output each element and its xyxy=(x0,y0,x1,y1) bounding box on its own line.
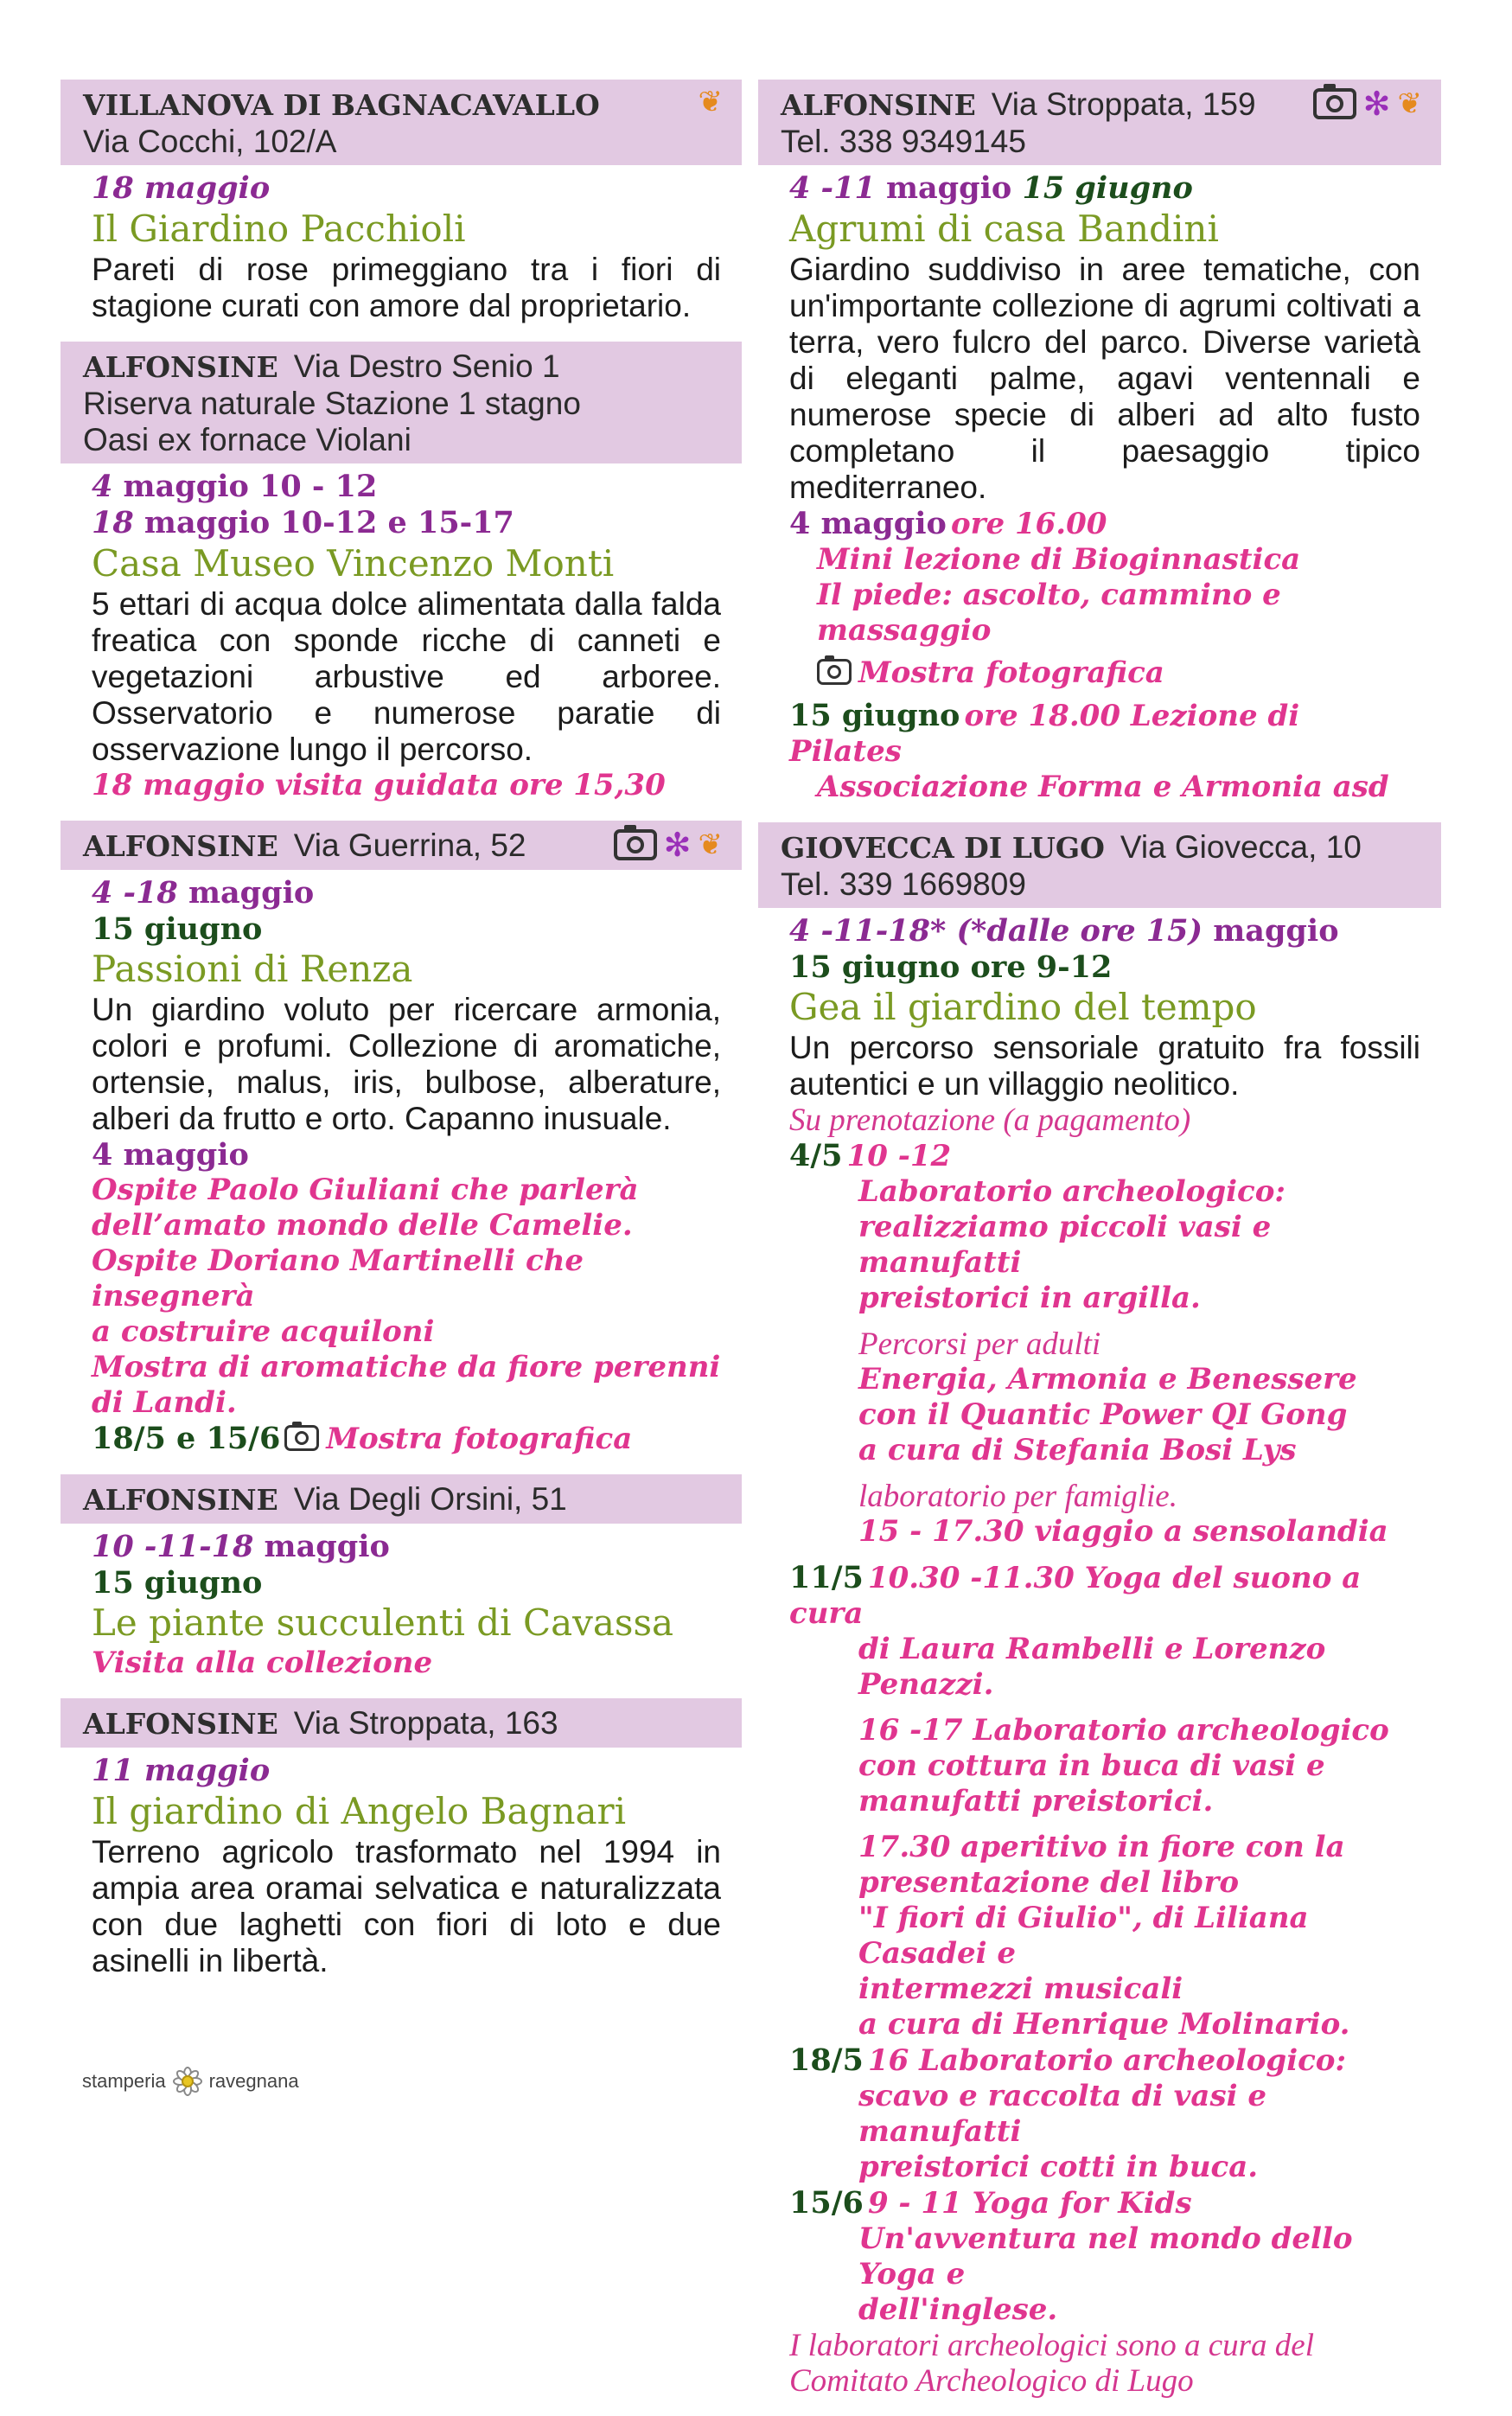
venue-entry xyxy=(61,165,742,342)
venue-town: ALFONSINE xyxy=(83,1483,278,1517)
event-note: scavo e raccolta di vasi e manufatti xyxy=(858,2079,1266,2149)
event-time: 10 -12 xyxy=(846,1139,952,1173)
garden-description: Giardino suddiviso in aree tematiche, con un'importante collezione di agrumi coltivati a terra, vero fulcro del parco. Diverse varietà di eleganti palme, agavi ventennali e numerose specie di alberi ad alto fusto completano il paesaggio tipico mediterraneo. xyxy=(789,252,1420,505)
event-note: preistorici cotti in buca. xyxy=(858,2150,1259,2184)
venue-address-line: Riserva naturale Stazione 1 stagno xyxy=(83,386,581,421)
event-note: 15 - 17.30 viaggio a sensolandia xyxy=(858,1514,1388,1549)
venue-header xyxy=(61,821,742,870)
event-note: Un'avventura nel mondo dello Yoga e xyxy=(858,2221,1353,2291)
garden-description: Terreno agricolo trasformato nel 1994 in ampia area oramai selvatica e naturalizzata con due laghetti con fiori di loto e due asinelli in libertà. xyxy=(92,1834,721,1978)
event-date: 18 maggio xyxy=(92,170,271,206)
camera-icon xyxy=(817,659,852,685)
event-date: 4/5 xyxy=(789,1138,843,1173)
garden-description: Un percorso sensoriale gratuito fra fossili autentici e un villaggio neolitico. xyxy=(789,1030,1420,1102)
printer-name-right: ravegnana xyxy=(208,2070,299,2092)
booking-note: Su prenotazione (a pagamento) xyxy=(789,1103,1191,1138)
leaf-icon: ❦ xyxy=(1397,86,1422,121)
printer-credit xyxy=(82,2065,299,2098)
venue-header xyxy=(61,1698,742,1748)
event-note: 18 maggio visita guidata ore 15,30 xyxy=(92,768,666,802)
event-note: Ospite Paolo Giuliani che parlerà xyxy=(92,1173,639,1207)
leaf-icon: ❦ xyxy=(698,828,723,862)
event-date: 4 maggio xyxy=(92,1137,249,1173)
event-note: Mostra di aromatiche da fiore perenni xyxy=(92,1350,721,1384)
venue-town: GIOVECCA DI LUGO xyxy=(781,831,1105,865)
event-note: con cottura in buca di vasi e xyxy=(858,1748,1325,1783)
venue-address: Via Destro Senio 1 xyxy=(293,348,560,384)
event-date-june: 15 giugno xyxy=(1022,170,1193,206)
camera-icon xyxy=(1313,88,1356,119)
garden-title: Passioni di Renza xyxy=(92,948,413,990)
right-column xyxy=(758,80,1441,2416)
event-date-text: maggio xyxy=(264,1529,390,1564)
event-note: Mostra fotografica xyxy=(326,1422,633,1456)
event-note: dell'inglese. xyxy=(858,2292,1058,2327)
event-note: Visita alla collezione xyxy=(92,1646,433,1680)
event-date: 15/6 xyxy=(789,2185,864,2221)
daisy-logo-icon xyxy=(171,2065,204,2098)
camera-icon xyxy=(284,1425,319,1451)
event-note: 9 - 11 Yoga for Kids xyxy=(867,2186,1192,2221)
footnote: I laboratori archeologici sono a cura del xyxy=(789,2328,1315,2363)
event-date-text: maggio xyxy=(1213,913,1339,949)
event-note: Associazione Forma e Armonia asd xyxy=(817,770,1389,804)
garden-description: Pareti di rose primeggiano tra i fiori di stagione curati con amore dal proprietario. xyxy=(92,252,721,323)
venue-address: Via Guerrina, 52 xyxy=(293,828,526,863)
event-note: preistorici in argilla. xyxy=(858,1281,1201,1315)
event-note: Energia, Armonia e Benessere xyxy=(858,1362,1357,1397)
venue-header xyxy=(758,80,1441,165)
event-note: 17.30 aperitivo in fiore con la xyxy=(858,1830,1345,1864)
event-date: 11/5 xyxy=(789,1560,864,1595)
venue-town: VILLANOVA DI BAGNACAVALLO xyxy=(83,88,600,122)
event-note: presentazione del libro xyxy=(858,1865,1239,1900)
venue-address: Via Cocchi, 102/A xyxy=(83,124,337,159)
camera-icon xyxy=(614,829,657,860)
event-time: ore 16.00 xyxy=(950,507,1107,541)
event-date: 18/5 xyxy=(789,2042,864,2078)
event-date-text: maggio 10 - 12 xyxy=(123,469,378,504)
venue-town: ALFONSINE xyxy=(83,829,278,863)
venue-header xyxy=(61,1474,742,1524)
event-date: 15 giugno xyxy=(789,698,960,733)
venue-icons xyxy=(1313,85,1422,123)
event-note: 16 -17 Laboratorio archeologico xyxy=(858,1713,1389,1748)
event-note: 16 Laboratorio archeologico: xyxy=(867,2043,1347,2078)
venue-phone: Tel. 338 9349145 xyxy=(781,124,1026,159)
event-note: di Laura Rambelli e Lorenzo Penazzi. xyxy=(858,1632,1326,1702)
garden-title: Il Giardino Pacchioli xyxy=(92,208,466,250)
event-note: realizziamo piccoli vasi e manufatti xyxy=(858,1210,1272,1280)
venue-icons xyxy=(614,826,723,864)
venue-entry xyxy=(61,463,742,821)
event-note: a cura di Henrique Molinario. xyxy=(858,2007,1350,2042)
venue-entry xyxy=(758,165,1441,822)
venue-entry xyxy=(61,1524,742,1698)
event-note: intermezzi musicali xyxy=(858,1972,1183,2006)
garden-title: Gea il giardino del tempo xyxy=(789,986,1257,1028)
event-date-june: 15 giugno ore 9-12 xyxy=(789,949,1113,985)
event-date-june: 15 giugno xyxy=(92,911,263,947)
garden-title: Il giardino di Angelo Bagnari xyxy=(92,1790,627,1832)
garden-description: 5 ettari di acqua dolce alimentata dalla falda freatica con sponde ricche di canneti e vegetazioni arbustive ed arboree. Osservatorio e numerose paratie di osservazione lungo il percorso. xyxy=(92,586,721,767)
event-date: 18/5 e 15/6 xyxy=(92,1421,281,1456)
left-column xyxy=(61,80,742,1997)
venue-address: Via Degli Orsini, 51 xyxy=(293,1481,567,1517)
event-note: manufatti preistorici. xyxy=(858,1784,1214,1818)
event-date-day: 18 xyxy=(92,505,134,540)
event-note: a costruire acquiloni xyxy=(92,1314,435,1349)
event-note: a cura di Stefania Bosi Lys xyxy=(858,1433,1297,1467)
garden-description: Un giardino voluto per ricercare armonia, colori e profumi. Collezione di aromatiche, ortensie, malus, iris, bulbose, alberature, alberi da frutto e orto. Capanno inusuale. xyxy=(92,992,721,1136)
event-note: Laboratorio archeologico: xyxy=(858,1174,1286,1209)
venue-town: ALFONSINE xyxy=(781,88,976,122)
venue-phone: Tel. 339 1669809 xyxy=(781,866,1026,902)
event-date-day: 4 xyxy=(92,469,113,504)
event-note: Ospite Doriano Martinelli che insegnerà xyxy=(92,1243,584,1313)
event-date: 4 maggio xyxy=(789,506,947,541)
venue-address: Via Stroppata, 163 xyxy=(293,1705,558,1741)
venue-entry xyxy=(61,1748,742,1997)
event-date-days: 4 -11-18* (*dalle ore 15) xyxy=(789,913,1203,949)
event-note: laboratorio per famiglie. xyxy=(858,1479,1177,1514)
garden-title: Le piante succulenti di Cavassa xyxy=(92,1601,674,1644)
footnote: Comitato Archeologico di Lugo xyxy=(789,2363,1194,2399)
event-date-text: maggio xyxy=(188,875,315,911)
event-date-days: 10 -11-18 xyxy=(92,1529,254,1564)
event-note: Percorsi per adulti xyxy=(858,1326,1101,1362)
event-date-text: maggio 10-12 e 15-17 xyxy=(144,505,514,540)
venue-entry xyxy=(61,870,742,1474)
flower-icon: ✻ xyxy=(1362,85,1391,123)
flower-icon: ✻ xyxy=(663,826,692,864)
garden-title: Casa Museo Vincenzo Monti xyxy=(92,542,615,585)
event-note: dell’amato mondo delle Camelie. xyxy=(92,1208,633,1243)
event-note: "I fiori di Giulio", di Liliana Casadei e xyxy=(858,1901,1309,1971)
event-date-days: 4 -11 xyxy=(789,170,876,206)
event-note: con il Quantic Power QI Gong xyxy=(858,1397,1348,1432)
venue-address: Via Giovecca, 10 xyxy=(1120,829,1362,865)
venue-address-line: Oasi ex fornace Violani xyxy=(83,422,411,457)
printer-name-left: stamperia xyxy=(82,2070,166,2092)
event-note: ore 18.00 Lezione di Pilates xyxy=(789,699,1300,769)
venue-header xyxy=(61,80,742,165)
event-note: Mostra fotografica xyxy=(858,655,1164,690)
venue-entry xyxy=(758,908,1441,2416)
event-date-text: maggio xyxy=(885,170,1012,206)
leaf-icon: ❦ xyxy=(698,85,723,119)
event-note: Il piede: ascolto, cammino e massaggio xyxy=(817,578,1281,648)
venue-header xyxy=(758,822,1441,908)
venue-town: ALFONSINE xyxy=(83,1707,278,1741)
garden-title: Agrumi di casa Bandini xyxy=(789,208,1219,250)
event-date: 11 maggio xyxy=(92,1753,271,1788)
event-date-days: 4 -18 xyxy=(92,875,178,911)
event-date-june: 15 giugno xyxy=(92,1565,263,1601)
venue-header xyxy=(61,342,742,463)
event-note: 10.30 -11.30 Yoga del suono a cura xyxy=(789,1561,1362,1631)
venue-town: ALFONSINE xyxy=(83,350,278,384)
event-note: di Landi. xyxy=(92,1385,237,1420)
venue-address: Via Stroppata, 159 xyxy=(991,86,1256,122)
event-note: Mini lezione di Bioginnastica xyxy=(817,542,1301,577)
venue-icons xyxy=(699,85,724,119)
